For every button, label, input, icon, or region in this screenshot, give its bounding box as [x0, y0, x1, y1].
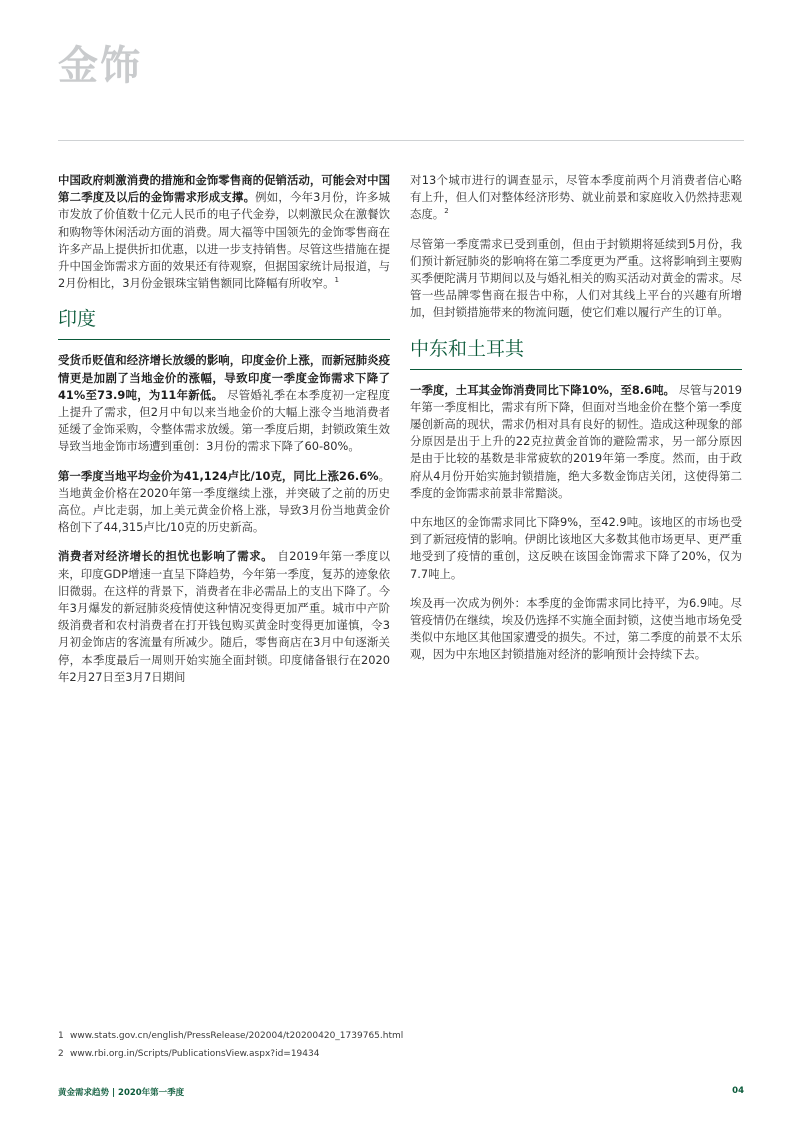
- page-footer: [58, 1086, 744, 1100]
- footnote-link[interactable]: www.stats.gov.cn/english/PressRelease/202004/t20200420_1739765.html: [70, 1031, 404, 1041]
- mideast-p1-body: 尽管与2019年第一季度相比，需求有所下降，但面对当地金价在整个第一季度屡创新高的现状，需求仍相对具有良好的韧性。造成这种现象的部分原因是出于上升的22克拉黄金首饰的避险需求，另一部分原因是由于比较的基数是非常疲软的2019年第一季度。然而，由于政府从4月份开始实施封锁措施，绝大多数金饰店关闭，这使得第二季度的金饰需求前景非常黯淡。: [410, 382, 742, 500]
- india-paragraph-2: [58, 468, 390, 537]
- section-rule: [410, 369, 742, 370]
- india-cont-paragraph-1: [410, 172, 742, 224]
- page-number: 04: [732, 1086, 744, 1096]
- india-p1-lead: 受货币贬值和经济增长放缓的影响，印度金价上涨，而新冠肺炎疫情更是加剧了当地金价的涨幅，导致印度一季度金饰需求下降了41%至73.9吨，为11年新低。: [58, 353, 390, 402]
- section-heading-india: 印度: [58, 308, 97, 331]
- india-cont-paragraph-2: 尽管第一季度需求已受到重创，但由于封锁期将延续到5月份，我们预计新冠肺炎的影响将在第二季度更为严重。这将影响到主要购买季便陀满月节期间以及与婚礼相关的购买活动对黄金的需求。尽管一些品牌零售商在报告中称，人们对其线上平台的兴趣有所增加，但封锁措施带来的物流问题，使它们难以履行产生的订单。: [410, 236, 742, 320]
- footnote-ref-2[interactable]: 2: [444, 207, 449, 216]
- footnote-link[interactable]: www.rbi.org.in/Scripts/PublicationsView.aspx?id=19434: [70, 1049, 320, 1059]
- right-column: [410, 172, 742, 676]
- footnote-item: [58, 1030, 744, 1042]
- page-title: 金饰: [58, 43, 142, 89]
- intro-lead: 中国政府刺激消费的措施和金饰零售商的促销活动，可能会对中国第二季度及以后的金饰需求形成支撑。: [58, 173, 390, 205]
- footnote-number: 1: [58, 1031, 64, 1041]
- india-paragraph-3: [58, 548, 390, 686]
- intro-paragraph: [58, 172, 390, 292]
- india-p1-body: 尽管婚礼季在本季度初一定程度上提升了需求，但2月中旬以来当地金价的大幅上涨令当地消费者延缓了金饰采购，令整体需求放缓。第一季度后期，封锁政策生效导致当地金饰市场遭到重创：3月份的需求下降了60-80%。: [58, 387, 390, 454]
- section-rule: [58, 339, 390, 340]
- india-p3-body: 自2019年第一季度以来，印度GDP增速一直呈下降趋势，今年第一季度，复苏的迹象依旧微弱。在这样的背景下，消费者在非必需品上的支出下降了。今年3月爆发的新冠肺炎疫情使这种情况变得更加严重。城市中产阶级消费者和农村消费者在打开钱包购买黄金时变得更加谨慎，令3月初金饰店的客流量有所减少。随后，零售商店在3月中旬逐渐关停，本季度最后一周则开始实施全面封锁。印度储备银行在2020年2月27日至3月7日期间: [58, 549, 391, 684]
- section-heading-mideast: 中东和土耳其: [410, 337, 525, 360]
- footnote-number: 2: [58, 1049, 64, 1059]
- mideast-paragraph-2: 中东地区的金饰需求同比下降9%，至42.9吨。该地区的市场也受到了新冠疫情的影响。伊朗比该地区大多数其他市场更早、更严重地受到了疫情的重创，这反映在该国金饰需求下降了20%，仅为7.7吨上。: [410, 515, 742, 581]
- intro-body: 例如，今年3月份，许多城市发放了价值数十亿元人民币的电子代金券，以刺激民众在激餐饮和购物等休闲活动方面的消费。周大福等中国领先的金饰零售商在许多产品上提供折扣优惠，以进一步支持销售。尽管这些措施在提升中国金饰需求方面的效果还有待观察，但据国家统计局报道，与2月份相比，3月份金银珠宝销售额同比降幅有所收窄。: [58, 190, 390, 291]
- header-divider: [58, 140, 744, 141]
- footer-publication-title: 黄金需求趋势 | 2020年第一季度: [58, 1088, 185, 1098]
- left-column: [58, 172, 390, 698]
- section-mideast: [410, 334, 742, 370]
- india-cont-p1: 对13个城市进行的调查显示，尽管本季度前两个月消费者信心略有上升，但人们对整体经济形势、就业前景和家庭收入仍然持悲观态度。: [410, 173, 742, 222]
- section-india: [58, 304, 390, 340]
- footnote-item: [58, 1048, 744, 1060]
- india-paragraph-1: [58, 352, 390, 455]
- india-p2-lead: 第一季度当地平均金价为41,124卢比/10克，同比上涨26.6%: [58, 468, 379, 483]
- mideast-paragraph-3: 埃及再一次成为例外：本季度的金饰需求同比持平，为6.9吨。尽管疫情仍在继续，埃及仍选择不实施全面封锁，这使当地市场免受类似中东地区其他国家遭受的损失。不过，第二季度的前景不太乐观，因为中东地区封锁措施对经济的影响预计会持续下去。: [410, 595, 742, 662]
- india-p2-body: 。当地黄金价格在2020年第一季度继续上涨，并突破了之前的历史高位。卢比走弱，加上美元黄金价格上涨，导致3月份当地黄金价格创下了44,315卢比/10克的历史新高。: [58, 468, 390, 535]
- footnotes: [58, 1030, 744, 1066]
- india-p3-lead: 消费者对经济增长的担忧也影响了需求。: [58, 549, 274, 564]
- mideast-p1-lead: 一季度，土耳其金饰消费同比下降10%，至8.6吨。: [410, 382, 675, 397]
- mideast-paragraph-1: [410, 382, 742, 502]
- footnote-ref-1[interactable]: 1: [334, 276, 339, 285]
